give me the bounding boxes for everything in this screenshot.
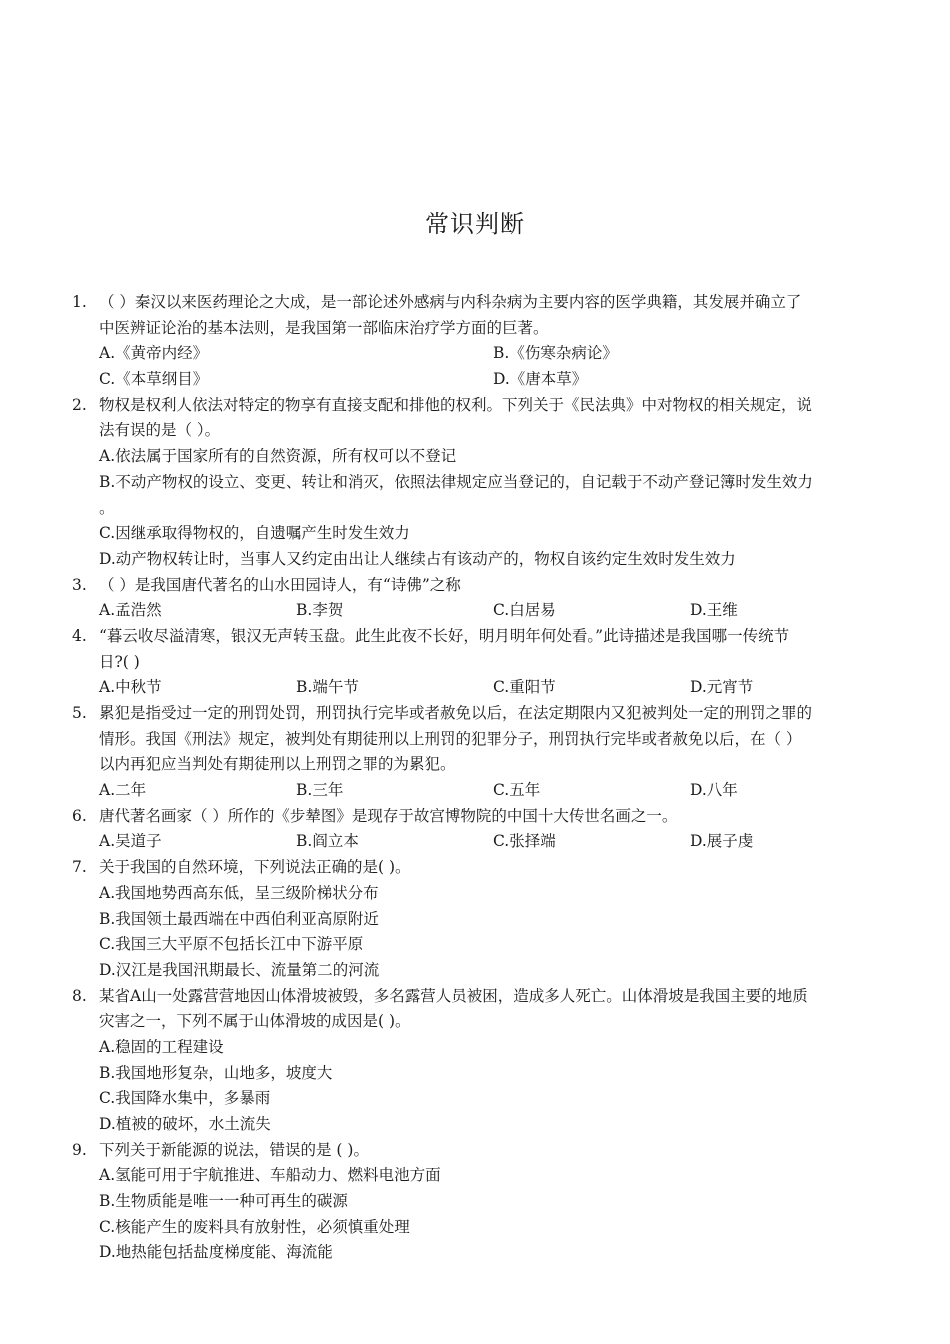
question-7 [72,855,872,983]
option-a[interactable]: A.孟浩然 [99,601,162,620]
question-number: 5. [72,704,87,722]
question-text: 下列关于新能源的说法，错误的是 ( )。 [99,1140,369,1159]
option-b[interactable]: B.三年 [296,781,344,800]
question-text: 情形。我国《刑法》规定，被判处有期徒刑以上刑罚的犯罪分子，刑罚执行完毕或者赦免以后，在（ ） [99,729,802,748]
page-title: 常识判断 [425,210,525,238]
question-1 [72,290,872,393]
option-c[interactable]: C.因继承取得物权的，自遗嘱产生时发生效力 [99,524,410,543]
question-text: （ ）是我国唐代著名的山水田园诗人，有“诗佛”之称 [99,575,461,594]
option-b[interactable]: B.李贺 [296,601,344,620]
option-a[interactable]: A.中秋节 [99,678,162,697]
question-text: 法有误的是（ ）。 [99,421,221,440]
question-number: 1. [72,293,87,311]
option-d[interactable]: D.《唐本草》 [493,370,588,389]
question-text: “暮云收尽溢清寒，银汉无声转玉盘。此生此夜不长好，明月明年何处看。”此诗描述是我国哪一传统节 [99,626,790,645]
question-2 [72,393,872,573]
option-a[interactable]: A.稳固的工程建设 [99,1037,224,1056]
option-b[interactable]: B.生物质能是唯一一种可再生的碳源 [99,1192,348,1211]
option-b[interactable]: B.不动产物权的设立、变更、转让和消灭，依照法律规定应当登记的，自记载于不动产登记簿时发生效力 [99,472,813,491]
question-number: 9. [72,1140,87,1159]
option-d[interactable]: D.动产物权转让时，当事人又约定由出让人继续占有该动产的，物权自该约定生效时发生效力 [99,549,736,568]
question-number: 3. [72,575,87,594]
question-text: 某省A山一处露营营地因山体滑坡被毁，多名露营人员被困，造成多人死亡。山体滑坡是我国主要的地质 [99,986,808,1005]
option-b[interactable]: B.《伤寒杂病论》 [493,344,618,363]
question-list [72,290,872,1266]
option-d[interactable]: D.王维 [690,601,738,620]
question-text: 关于我国的自然环境，下列说法正确的是( )。 [99,858,411,877]
question-text: 物权是权利人依法对特定的物享有直接支配和排他的权利。下列关于《民法典》中对物权的相关规定，说 [99,395,813,414]
option-b[interactable]: B.我国领土最西端在中西伯利亚高原附近 [99,909,379,928]
question-text: 日?( ) [99,652,140,671]
question-text: 中医辨证论治的基本法则，是我国第一部临床治疗学方面的巨著。 [99,318,549,337]
question-4 [72,624,872,701]
question-number: 4. [72,626,87,645]
option-b[interactable]: B.我国地形复杂，山地多，坡度大 [99,1063,333,1082]
question-number: 8. [72,986,87,1005]
option-a[interactable]: A.依法属于国家所有的自然资源，所有权可以不登记 [99,447,457,466]
option-a[interactable]: A.二年 [99,781,147,800]
option-c[interactable]: C.重阳节 [493,678,556,697]
option-d[interactable]: D.地热能包括盐度梯度能、海流能 [99,1243,333,1262]
option-c[interactable]: C.五年 [493,781,541,800]
question-number: 7. [72,858,87,877]
option-a[interactable]: A.《黄帝内经》 [99,344,209,363]
question-number: 6. [72,806,87,825]
question-text: 唐代著名画家（ ）所作的《步辇图》是现存于故宫博物院的中国十大传世名画之一。 [99,806,678,825]
option-c[interactable]: C.我国三大平原不包括长江中下游平原 [99,935,364,954]
option-b[interactable]: B.端午节 [296,678,359,697]
option-d[interactable]: D.元宵节 [690,678,754,697]
question-5 [72,701,872,804]
option-c[interactable]: C.白居易 [493,601,556,620]
question-6 [72,804,872,855]
option-c[interactable]: C.我国降水集中，多暴雨 [99,1089,271,1108]
option-d[interactable]: D.八年 [690,781,738,800]
question-text: 累犯是指受过一定的刑罚处罚，刑罚执行完毕或者赦免以后，在法定期限内又犯被判处一定的刑罚之罪的 [99,704,813,722]
option-b[interactable]: B.阎立本 [296,832,359,851]
question-text: 灾害之一，下列不属于山体滑坡的成因是( )。 [99,1012,411,1031]
option-d[interactable]: D.汉江是我国汛期最长、流量第二的河流 [99,960,380,979]
option-a[interactable]: A.氢能可用于宇航推进、车船动力、燃料电池方面 [99,1166,441,1185]
question-text: 以内再犯应当判处有期徒刑以上刑罚之罪的为累犯。 [99,755,456,774]
option-a[interactable]: A.吴道子 [99,832,162,851]
option-c[interactable]: C.核能产生的废料具有放射性，必须慎重处理 [99,1217,410,1236]
watermark [53,119,77,155]
option-a[interactable]: A.我国地势西高东低，呈三级阶梯状分布 [99,883,379,902]
option-b-continuation: 。 [99,498,115,517]
option-c[interactable]: C.张择端 [493,832,556,851]
question-3 [72,573,872,624]
option-d[interactable]: D.植被的破坏，水土流失 [99,1115,271,1133]
option-c[interactable]: C.《本草纲目》 [99,370,209,389]
question-number: 2. [72,395,87,414]
question-9 [72,1138,872,1266]
question-text: （ ）秦汉以来医药理论之大成，是一部论述外感病与内科杂病为主要内容的医学典籍，其发展并确立了 [99,293,802,311]
option-d[interactable]: D.展子虔 [690,832,754,851]
question-8 [72,984,872,1138]
